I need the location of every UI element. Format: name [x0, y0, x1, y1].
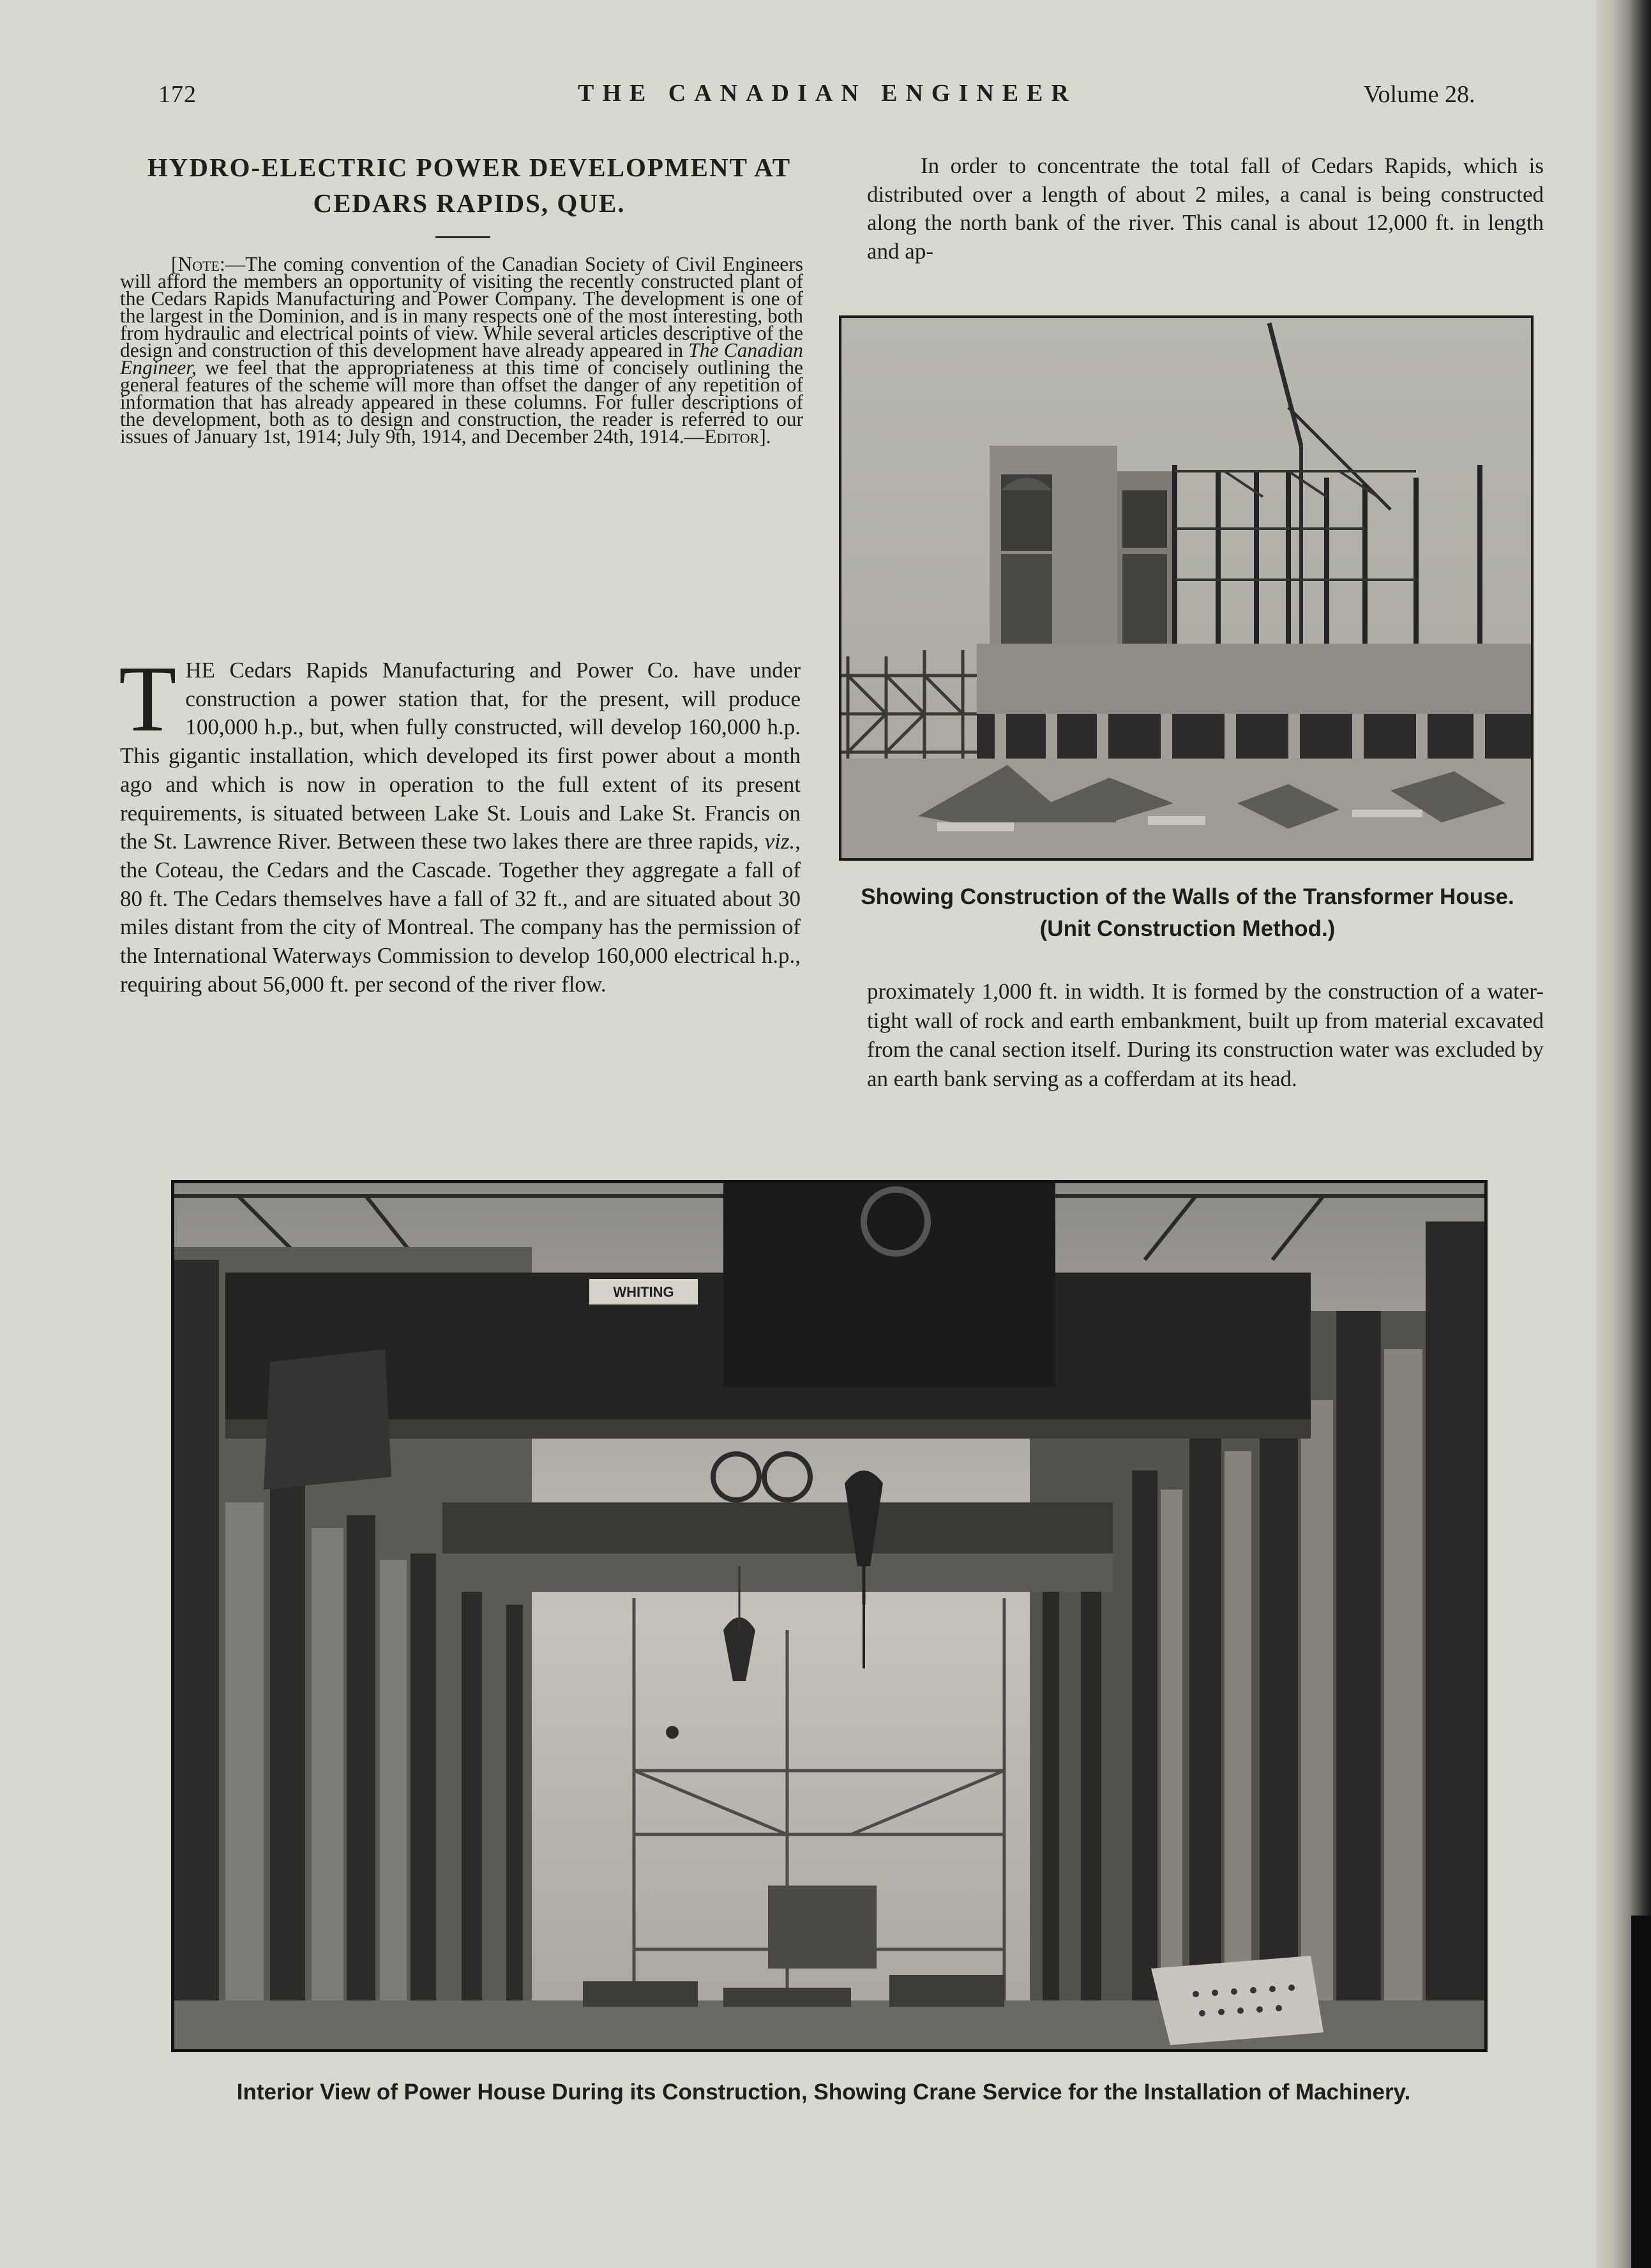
body-text-1: HE Cedars Rapids Manufacturing and Power Co. have under construction a power station that, for the present, will produce 100,000 h.p., but, when fully constructed, will develop 160,000 h.p. This gigantic installation, which developed its first power about a month ago and which is now in operation to the full extent of its present requirements, is situated between Lake St. Louis and Lake St. Francis on the St. Lawrence River. Between these two lakes there are three rapids,: [120, 658, 801, 854]
title-divider: [435, 236, 490, 238]
note-text-2: we feel that the appropriateness at this time of concisely outlining the general features of the scheme will more than offset the danger of any repetition of information that has already appeared in these columns. For fuller descriptions of the development, both as to design and construction, the reader is referred to our issues of January 1st, 1914; July 9th, 1914, and December 24th, 1914.—: [120, 356, 803, 448]
note-signature: Editor: [704, 425, 760, 448]
power-house-interior-photo: [171, 1180, 1488, 2052]
note-label: Note: [177, 253, 220, 275]
note-journal-name: The Canadian Engineer,: [120, 339, 804, 379]
power-house-illustration: [174, 1183, 1484, 2049]
title-line-1: HYDRO-ELECTRIC POWER DEVELOPMENT AT: [147, 153, 792, 182]
body-viz: viz.: [764, 829, 795, 854]
note-close-bracket: ].: [759, 425, 771, 448]
note-text-1: :—The coming convention of the Canadian Society of Civil Engineers will afford the members an opportunity of visiting the recently constructed plant of the Cedars Rapids Manufacturing and Power Company. The development is one of the largest in the Dominion, and is in many respects one of the most interesting, both from hydraulic and electrical points of view. While several articles descriptive of the design and construction of this development have already appeared in: [120, 253, 803, 361]
drop-cap: T: [119, 647, 177, 752]
book-gutter-shadow: [1631, 1916, 1651, 2268]
article-body-right-bottom: [867, 977, 1544, 1093]
journal-title: THE CANADIAN ENGINEER: [578, 80, 1077, 107]
right-column-paragraph: In order to concentrate the total fall of Cedars Rapids, which is distributed over a length of about 2 miles, a canal is being constructed along the north bank of the river. This canal is about 12,000 ft. in length and ap-: [867, 153, 1544, 264]
editor-note: [120, 253, 804, 448]
volume-label: Volume 28.: [1364, 81, 1475, 108]
figure-1-caption: Showing Construction of the Walls of the Transformer House. (Unit Construction Method.): [861, 884, 1514, 941]
article-body-left: [119, 647, 801, 999]
page-number: 172: [158, 81, 197, 108]
figure-2-caption: Interior View of Power House During its Construction, Showing Crane Service for the Installation of Machinery.: [236, 2080, 1411, 2105]
article-body-right-top: [867, 152, 1544, 266]
transformer-house-illustration: [841, 318, 1531, 858]
note-open-bracket: [: [171, 253, 178, 275]
crane-nameplate: WHITING: [613, 1284, 674, 1300]
transformer-house-photo: [839, 315, 1534, 861]
article-title: [109, 149, 830, 221]
title-line-2: CEDARS RAPIDS, QUE.: [313, 188, 626, 218]
body-text-2: , the Coteau, the Cedars and the Cascade. Together they aggregate a fall of 80 ft. The Cedars themselves have a fall of 32 ft., and are situated about 30 miles distant from the city of Montreal. The company has the permission of the International Waterways Commission to develop 160,000 electrical h.p., requiring about 56,000 ft. per second of the river flow.: [120, 829, 801, 997]
running-header: [0, 77, 1596, 115]
right-column-continuation: proximately 1,000 ft. in width. It is formed by the construction of a water-tight wall of rock and earth embankment, built up from material excavated from the canal section itself. During its construction water was excluded by an earth bank serving as a cofferdam at its head.: [867, 979, 1544, 1091]
